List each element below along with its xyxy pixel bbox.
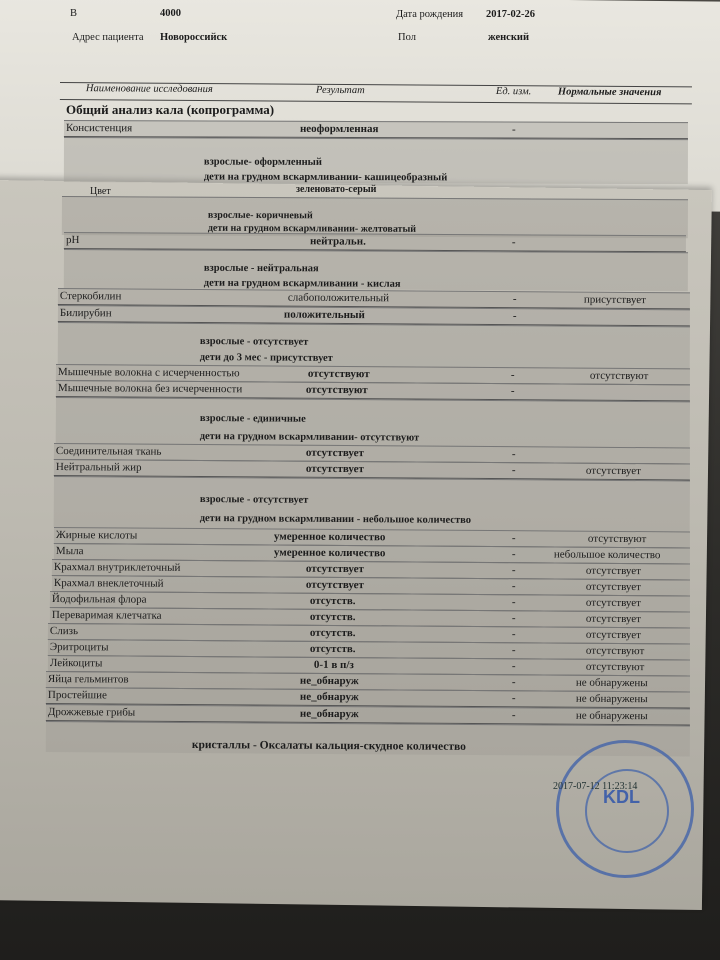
row-normal: отсутствуют [585, 644, 645, 658]
note-line: дети на грудном вскармливании- отсутствуют [199, 431, 420, 444]
row-unit: - [511, 709, 516, 722]
row-unit: - [511, 660, 516, 673]
row-unit: - [510, 369, 515, 382]
address-label: Адрес пациента [72, 32, 144, 43]
row-result: отсутств. [309, 626, 356, 640]
note-line: взрослые- оформленный [203, 156, 322, 168]
row-unit: - [512, 310, 517, 323]
row-unit: - [511, 448, 516, 461]
row-result: отсутствует [305, 462, 364, 476]
section-title: Общий анализ кала (копрограмма) [66, 102, 275, 117]
norm-note [56, 397, 690, 448]
row-name: Стеркобилин [59, 290, 122, 303]
row-normal: отсутствует [585, 580, 642, 594]
table-row [64, 120, 688, 139]
row-unit: - [511, 596, 516, 609]
row-name: Йодофильная флора [51, 593, 147, 606]
row-unit: - [511, 548, 516, 561]
row-unit: - [511, 676, 516, 689]
row-normal: отсутствуют [585, 660, 645, 674]
row-name: Жирные кислоты [55, 529, 138, 542]
row-unit: - [511, 464, 516, 477]
row-result: не_обнаруж [299, 690, 359, 704]
crystals-text: кристаллы - Оксалаты кальция-скудное количество [191, 739, 466, 753]
row-result: неоформленная [299, 122, 379, 136]
row-unit: - [510, 385, 515, 398]
row-unit: - [511, 692, 516, 705]
row-result: нейтральн. [309, 235, 366, 248]
sex-value: женский [488, 32, 529, 43]
norm-note [64, 249, 688, 291]
row-name: Простейшие [47, 689, 107, 702]
note-line: дети на грудном вскармливании- кашицеобразный [203, 171, 448, 184]
row-name: Слизь [49, 625, 79, 638]
norm-note [54, 476, 690, 531]
header-result: Результат [315, 84, 365, 97]
row-result: отсутствует [305, 562, 364, 576]
row-unit: - [511, 580, 516, 593]
row-normal: присутствует [583, 293, 646, 307]
row-result: отсутств. [309, 610, 356, 624]
note-line: взрослые - отсутствует [199, 335, 309, 348]
row-name: Мыла [55, 545, 84, 558]
row-normal: отсутствует [585, 628, 642, 642]
row-name: Нейтральный жир [55, 461, 142, 474]
row-unit: - [512, 293, 517, 306]
note-line: дети на грудном вскармливании- желтоватый [207, 222, 417, 235]
row-name: Консистенция [65, 122, 133, 135]
row-unit: - [511, 123, 516, 136]
birth-label: Дата рождения [396, 9, 464, 20]
stamp-datetime: 2017-07-12 11:23:14 [553, 781, 638, 792]
note-line: дети до 3 мес - присутствует [199, 351, 333, 364]
row-unit: - [511, 564, 516, 577]
row-result: не_обнаруж [299, 674, 359, 688]
birth-value: 2017-02-26 [486, 9, 535, 20]
row-normal: отсутствуют [587, 532, 647, 546]
row-name: Мышечные волокна с исчерченностью [57, 366, 240, 380]
row-normal: отсутствует [585, 596, 642, 610]
sex-label: Пол [398, 32, 416, 43]
note-line: взрослые - нейтральная [203, 262, 319, 275]
patient-label-b: В [70, 8, 78, 19]
note-line: взрослые - единичные [199, 413, 306, 425]
row-name: Переваримая клетчатка [51, 609, 162, 622]
row-name: Дрожжевые грибы [47, 706, 136, 719]
header-normal: Нормальные значения [557, 86, 662, 99]
row-normal: небольшое количество [553, 548, 661, 562]
row-unit: - [511, 644, 516, 657]
row-name: Мышечные волокна без исчерченности [57, 382, 243, 396]
note-line: дети на грудном вскармливании - кислая [203, 277, 401, 290]
patient-b-value: 4000 [160, 8, 181, 19]
row-normal: не обнаружены [575, 692, 648, 706]
row-unit: - [511, 612, 516, 625]
norm-note [64, 137, 688, 184]
header-unit: Ед. изм. [495, 86, 532, 98]
row-normal: не обнаружены [575, 676, 648, 690]
row-result-color: зеленовато-серый [296, 184, 377, 195]
row-name: Соединительная ткань [55, 445, 162, 458]
row-name: Крахмал внутриклеточный [53, 561, 181, 574]
row-result: слабоположительный [287, 291, 390, 305]
row-result: отсутств. [309, 594, 356, 608]
row-result: отсутствует [305, 446, 364, 460]
stamp-logo: KDL [603, 787, 640, 807]
row-unit: - [511, 628, 516, 641]
row-result: положительный [283, 308, 365, 322]
row-normal: отсутствуют [589, 369, 649, 383]
kdl-stamp [553, 740, 694, 878]
row-unit: - [511, 236, 516, 249]
row-name: Яйца гельминтов [47, 673, 129, 686]
row-result: 0-1 в п/з [313, 658, 354, 672]
row-result: отсутствует [305, 578, 364, 592]
row-result: отсутствуют [305, 383, 368, 397]
row-result: умеренное количество [273, 546, 386, 560]
row-name: Крахмал внеклеточный [53, 577, 164, 590]
row-normal: отсутствует [585, 564, 642, 578]
row-result: умеренное количество [273, 530, 386, 544]
row-result: отсутствуют [307, 367, 370, 381]
row-unit: - [511, 532, 516, 545]
note-line: взрослые- коричневый [207, 209, 313, 222]
row-normal: не обнаружены [575, 709, 648, 723]
row-name-color: Цвет [90, 186, 111, 197]
row-name: Билирубин [59, 307, 112, 320]
row-name: pH [65, 234, 80, 247]
row-result: не_обнаруж [299, 707, 359, 721]
address-value: Новороссийск [160, 32, 228, 43]
norm-note [58, 322, 690, 369]
row-normal: отсутствует [585, 612, 642, 626]
note-line: взрослые - отсутствует [199, 494, 309, 506]
row-name: Эритроциты [49, 641, 109, 654]
row-name: Лейкоциты [49, 657, 103, 670]
row-result: отсутств. [309, 642, 356, 656]
row-normal: отсутствует [585, 464, 642, 478]
note-line: дети на грудном вскармливании - небольшое количество [199, 513, 472, 526]
header-name: Наименование исследования [85, 83, 213, 96]
